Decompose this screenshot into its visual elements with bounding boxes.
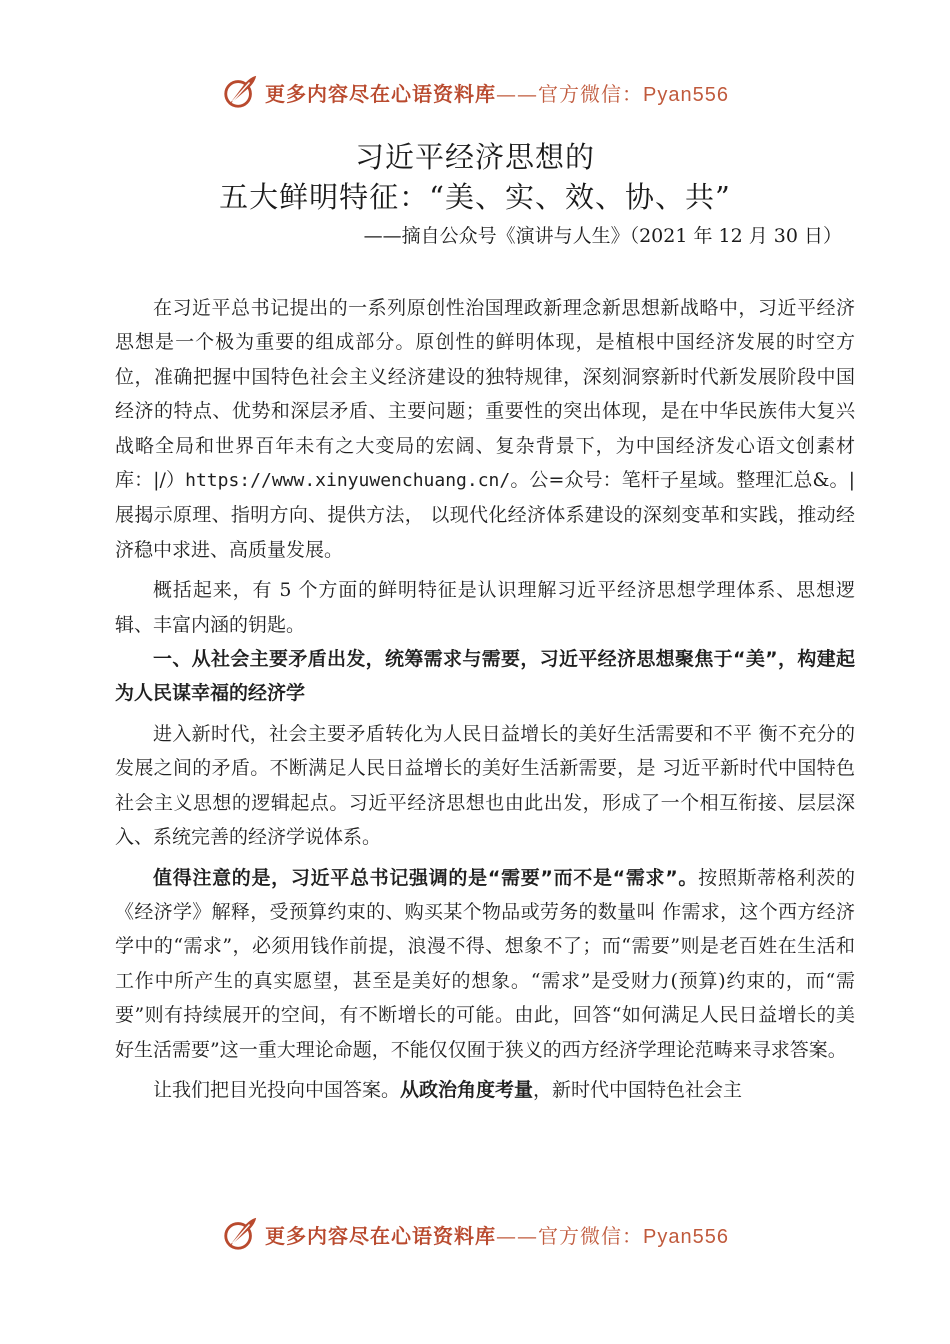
paragraph-need-vs-demand-text: 按照斯蒂格利茨的《经济学》解释，受预算约束的、购买某个物品或劳务的数量叫 作需求，这个西方经济学中的“需求”，必须用钱作前提，浪漫不得、想象不了；而“需要”则是老百姓在生活和工作中所产生的真实愿望，甚至是美好的想象。“需求”是受财力(预算)约束的，而“需要”则有持续展开的空间，有不断增长的可能。由此，回答“如何满足人民日益增长的美好生活需要”这一重大理论命题，不能仅仅囿于狭义的西方经济学理论范畴来寻求答案。 (115, 866, 855, 1061)
paragraph-china-answer-text-a: 让我们把目光投向中国答案。 (153, 1078, 401, 1101)
paragraph-intro-url: https://www.xinyuwenchuang.cn/ (185, 470, 511, 492)
paragraph-need-vs-demand-bold: 值得注意的是，习近平总书记强调的是“需要”而不是“需求”。 (153, 866, 699, 889)
section-heading-1: 一、从社会主要矛盾出发，统筹需求与需要，习近平经济思想聚焦于“美”，构建起为人民谋幸福的经济学 (115, 648, 855, 705)
banner-sub: 官方微信： (538, 81, 644, 106)
paragraph-need-vs-demand (115, 861, 855, 1067)
banner-main: 更多内容尽在心语资料库 (265, 81, 497, 106)
banner-sub: 官方微信： (538, 1223, 644, 1248)
paragraph-china-answer-bold: 从政治角度考量 (400, 1078, 534, 1101)
quill-pen-logo-icon (221, 73, 259, 111)
quill-pen-logo-icon (221, 1215, 259, 1253)
article-body (115, 291, 855, 1107)
paragraph-summary: 概括起来，有 5 个方面的鲜明特征是认识理解习近平经济思想学理体系、思想逻辑、丰富内涵的钥匙。 (115, 579, 855, 636)
paragraph-new-era: 进入新时代，社会主要矛盾转化为人民日益增长的美好生活需要和不平 衡不充分的发展之间的矛盾。不断满足人民日益增长的美好生活新需要，是 习近平新时代中国特色社会主义思想的逻辑起点。习近平经济思想也由此出发，形成了一个相互衔接、层层深入、系统完善的经济学说体系。 (115, 722, 855, 849)
source-attribution: ——摘自公众号《演讲与人生》（2021 年 12 月 30 日） (363, 225, 842, 247)
banner-dash: —— (496, 81, 539, 106)
banner-text (265, 78, 729, 107)
page-title-line2: 五大鲜明特征：“美、实、效、协、共” (219, 180, 731, 214)
banner-wechat-id: Pyan556 (643, 1225, 729, 1248)
page-title-line1: 习近平经济思想的 (354, 140, 595, 174)
paragraph-china-answer-text-b: ，新时代中国特色社会主 (533, 1078, 743, 1101)
footer-banner (0, 1212, 950, 1256)
paragraph-intro-text-a: 在习近平总书记提出的一系列原创性治国理政新理念新思想新战略中，习近平经济思想是一个极为重要的组成部分。原创性的鲜明体现，是植根中国经济发展的时空方位，准确把握中国特色社会主义经济建设的独特规律，深刻洞察新时代新发展阶段中国经济的特点、优势和深层矛盾、主要问题；重要性的突出体现，是在中华民族伟大复兴战略全局和世界百年未有之大变局的宏阔、复杂背景下，为中国经济发心语文创素材库：|/） (115, 297, 855, 492)
paragraph-china-answer (115, 1073, 855, 1107)
paragraph-intro-text-b: 。公=众号：笔杆子星域。整理汇总&。|展揭示原理、指明方向、提供方法， 以现代化经济体系建设的深刻变革和实践，推动经济稳中求进、高质量发展。 (115, 469, 855, 561)
paragraph-intro (115, 291, 855, 567)
banner-text (265, 1220, 729, 1249)
banner-dash: —— (496, 1223, 539, 1248)
banner-main: 更多内容尽在心语资料库 (265, 1223, 497, 1248)
banner-wechat-id: Pyan556 (643, 83, 729, 106)
header-banner (0, 70, 950, 114)
